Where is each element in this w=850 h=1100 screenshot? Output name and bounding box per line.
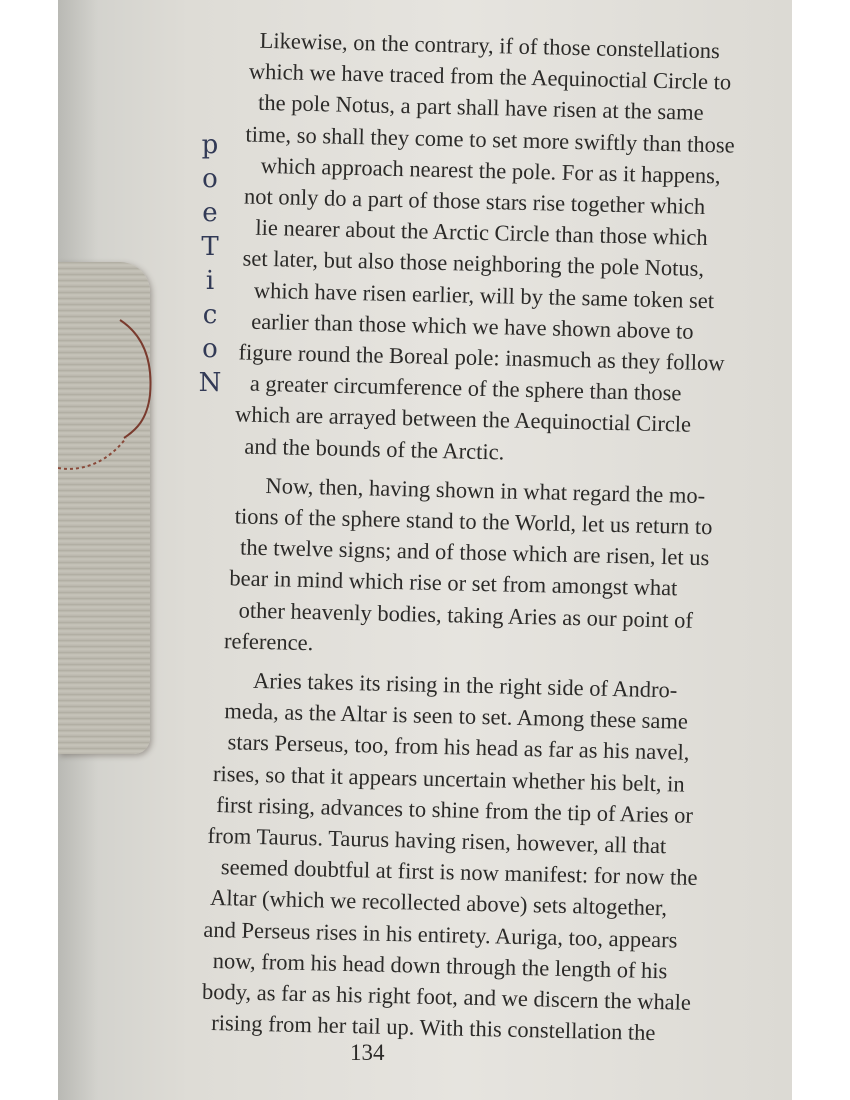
- text-line: rising from her tail up. With this constellation the: [211, 1010, 656, 1046]
- text-line: set later, but also those neighboring the pole Notus,: [242, 245, 705, 282]
- text-line: time, so shall they come to set more swiftly than those: [245, 121, 735, 158]
- running-head-letter: o: [202, 334, 218, 364]
- running-head-letter: c: [202, 300, 218, 330]
- text-line: reference.: [223, 628, 314, 656]
- text-line: not only do a part of those stars rise together which: [243, 183, 706, 219]
- text-line: a greater circumference of the sphere than those: [249, 370, 682, 406]
- text-line: earlier than those which we have shown above to: [250, 308, 694, 344]
- running-head-letter: T: [201, 232, 219, 262]
- running-head-letter: o: [202, 164, 218, 194]
- text-line: from Taurus. Taurus having risen, however, all that: [207, 822, 667, 859]
- text-line: Altar (which we recollected above) sets altogether,: [209, 885, 668, 921]
- text-line: and the bounds of the Arctic.: [244, 433, 505, 465]
- text-line: which have risen earlier, will by the same token set: [253, 277, 715, 313]
- text-line: which we have traced from the Aequinoctial Circle to: [248, 58, 732, 95]
- text-line: stars Perseus, too, from his head as far as his navel,: [227, 729, 690, 766]
- text-line: and Perseus rises in his entirety. Auriga, too, appears: [203, 916, 678, 953]
- text-line: first rising, advances to shine from the tip of Aries or: [216, 791, 694, 828]
- paragraph-3: [201, 664, 792, 1052]
- text-line: which approach nearest the pole. For as it happens,: [260, 152, 721, 189]
- text-line: Now, then, having shown in what regard the mo-: [265, 472, 706, 508]
- text-line: figure round the Boreal pole: inasmuch as they follow: [238, 339, 725, 376]
- bookmark-thread: [58, 0, 178, 500]
- running-head-letter: N: [198, 368, 222, 398]
- text-line: rises, so that it appears uncertain whether his belt, in: [212, 760, 685, 797]
- text-line: which are arrayed between the Aequinoctial Circle: [234, 401, 692, 438]
- text-line: now, from his head down through the length of his: [212, 947, 668, 984]
- text-line: tions of the sphere stand to the World, let us return to: [234, 503, 713, 540]
- book-page: [58, 0, 792, 1100]
- text-line: other heavenly bodies, taking Aries as our point of: [238, 597, 694, 633]
- running-head-letter: p: [201, 130, 219, 160]
- text-line: body, as far as his right foot, and we discern the whale: [201, 978, 692, 1015]
- running-head-letter: e: [202, 198, 218, 228]
- text-line: Likewise, on the contrary, if of those constellations: [259, 27, 721, 64]
- text-line: the pole Notus, a part shall have risen at the same: [257, 90, 704, 126]
- text-line: meda, as the Altar is seen to set. Among these same: [224, 698, 689, 734]
- text-line: seemed doubtful at first is now manifest: for now the: [220, 854, 698, 891]
- text-line: lie nearer about the Arctic Circle than those which: [255, 214, 708, 251]
- text-line: Aries takes its rising in the right side of Andro-: [252, 667, 678, 703]
- body-text: [201, 24, 792, 1060]
- page-number: 134: [350, 1040, 385, 1065]
- running-head-letter: i: [205, 266, 215, 296]
- paragraph-1: [214, 24, 792, 475]
- paragraph-2: [210, 469, 792, 670]
- text-line: the twelve signs; and of those which are risen, let us: [239, 534, 710, 571]
- text-line: bear in mind which rise or set from amongst what: [229, 565, 678, 601]
